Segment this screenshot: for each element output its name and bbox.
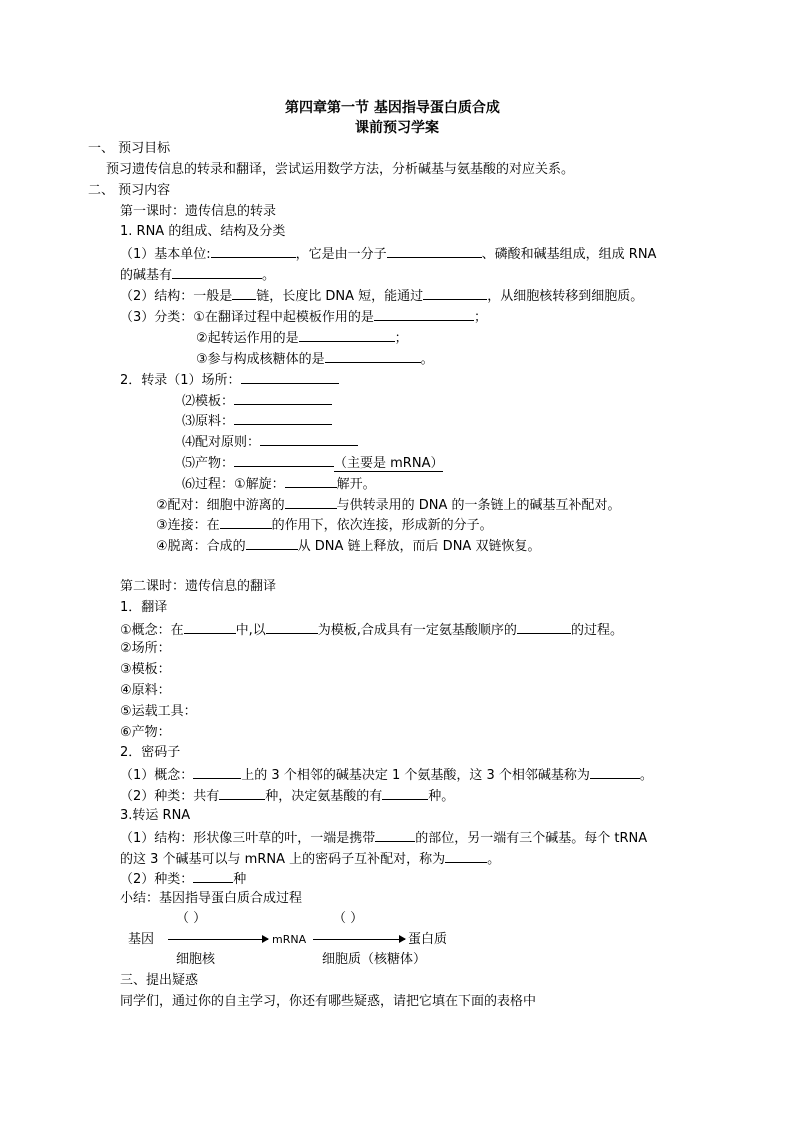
blank [387,243,482,258]
diagram-nucleus: 细胞核 [176,952,216,967]
transcription-pairing-step: ②配对：细胞中游离的 与供转录用的 DNA 的一条链上的碱基互补配对。 [156,494,621,516]
blank [234,410,332,425]
diagram-arrow-1 [168,939,268,940]
section-1-text: 预习遗传信息的转录和翻译，尝试运用数学方法，分析碱基与氨基酸的对应关系。 [106,162,575,177]
blank [423,285,487,300]
diagram-cytoplasm: 细胞质（核糖体） [322,952,427,967]
blank [374,306,474,321]
transcription-pairing: ⑷配对原则： [182,431,358,453]
diagram-gene: 基因 [128,932,155,947]
blank [382,785,428,800]
blank [193,764,241,779]
summary-heading: 小结：基因指导蛋白质合成过程 [120,891,303,906]
section-2-heading: 二、 预习内容 [88,183,171,198]
section-1-heading: 一、 预习目标 [88,141,171,156]
blank [260,431,358,446]
blank [246,535,298,550]
blank [590,764,640,779]
transcription-material: ⑶原料： [182,410,332,432]
blank [211,243,296,258]
rna-unit-line: （1）基本单位: ，它是由一分子 、磷酸和碱基组成，组成 RNA [120,243,656,265]
blank [445,848,487,863]
codon-concept: （1）概念： 上的 3 个相邻的碱基决定 1 个氨基酸，这 3 个相邻碱基称为 。 [120,764,653,786]
diagram-mrna: mRNA [272,933,307,946]
translation-material: ④原料： [120,683,171,698]
lesson-1-heading: 第一课时：遗传信息的转录 [120,204,277,219]
blank [241,369,339,384]
rna-class-line-1: （3）分类：①在翻译过程中起模板作用的是 ； [120,306,487,328]
blank [285,494,337,509]
transcription-link-step: ③连接：在 的作用下，依次连接，形成新的分子。 [156,514,493,536]
codon-kinds: （2）种类：共有 种，决定氨基酸的有 种。 [120,785,454,807]
trna-kinds: （2）种类： 种 [120,868,246,890]
rna-struct-line: （2）结构：一般是 链，长度比 DNA 短，能通过 ，从细胞核转移到细胞质。 [120,285,643,307]
diagram-protein: 蛋白质 [408,932,448,947]
trna-heading: 3.转运 RNA [120,808,191,823]
blank [266,619,318,634]
blank [220,514,272,529]
rna-class-line-3: ③参与构成核糖体的是 。 [196,348,434,370]
section-3-heading: 三、提出疑惑 [120,973,199,988]
blank [285,473,337,488]
diagram-blank-1: （ ） [176,911,207,926]
translation-product: ⑥产物： [120,725,171,740]
transcription-product: ⑸产物： （主要是 mRNA） [182,452,443,474]
blank [375,827,415,842]
diagram-blank-2: （ ） [333,911,364,926]
blank [184,619,236,634]
transcription-place: 2．转录（1）场所： [120,369,339,391]
trna-structure: （1）结构：形状像三叶草的叶，一端是携带 的部位，另一端有三个碱基。每个 tRNA [120,827,647,849]
blank [299,327,395,342]
translation-template: ③模板： [120,662,171,677]
diagram-arrow-2 [313,939,405,940]
trna-structure-cont: 的这 3 个碱基可以与 mRNA 上的密码子互补配对，称为 。 [120,848,500,870]
translation-heading: 1．翻译 [120,600,168,615]
transcription-process: ⑹过程：①解旋： 解开。 [182,473,376,495]
rna-heading: 1. RNA 的组成、结构及分类 [120,224,286,239]
rna-class-line-2: ②起转运作用的是 ； [196,327,408,349]
blank [234,452,334,467]
blank [232,285,256,300]
page-title: 第四章第一节 基因指导蛋白质合成 [285,100,500,116]
page-subtitle: 课前预习学案 [355,120,439,136]
blank [234,390,332,405]
translation-carrier: ⑤运载工具： [120,704,197,719]
transcription-release-step: ④脱离：合成的 从 DNA 链上释放，而后 DNA 双链恢复。 [156,535,540,557]
section-3-text: 同学们，通过你的自主学习，你还有哪些疑惑，请把它填在下面的表格中 [120,994,537,1009]
blank [219,785,265,800]
lesson-2-heading: 第二课时：遗传信息的翻译 [120,579,277,594]
blank [172,264,262,279]
codon-heading: 2．密码子 [120,745,181,760]
rna-base-line: 的碱基有 。 [120,264,275,286]
blank [193,868,233,883]
blank [517,619,571,634]
translation-place: ②场所： [120,641,171,656]
blank [325,348,421,363]
translation-concept: ①概念：在 中,以 为模板,合成具有一定氨基酸顺序的 的过程。 [120,619,623,641]
transcription-template: ⑵模板： [182,390,332,412]
